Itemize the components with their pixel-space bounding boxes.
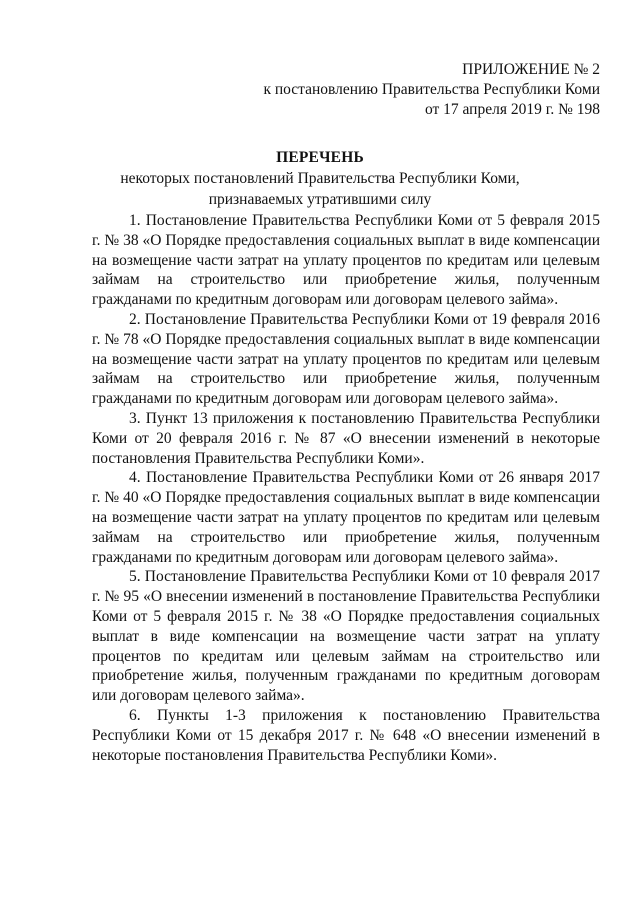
appendix-header (263, 60, 600, 120)
list-item: 1. Постановление Правительства Республики Коми от 5 февраля 2015 г. № 38 «О Порядке предоставления социальных выплат в виде компенсации на возмещение части затрат на уплату процентов по кредитам или целевым займам на строительство или приобретение жилья, полученным гражданами по кредитным договорам или договорам целевого займа». (92, 212, 600, 309)
document-subtitle-line-1: некоторых постановлений Правительства Республики Коми, (120, 170, 520, 187)
list-item: 3. Пункт 13 приложения к постановлению Правительства Республики Коми от 20 февраля 2016 г. № 87 «О внесении изменений в некоторые постановления Правительства Республики Коми». (92, 409, 600, 467)
list-item: 2. Постановление Правительства Республики Коми от 19 февраля 2016 г. № 78 «О Порядке предоставления социальных выплат в виде компенсации на возмещение части затрат на уплату процентов по кредитам или целевым займам на строительство или приобретение жилья, полученным гражданами по кредитным договорам или договорам целевого займа». (92, 310, 600, 408)
document-body (92, 211, 600, 765)
list-item: 6. Пункты 1-3 приложения к постановлению Правительства Республики Коми от 15 декабря 2017 г. № 648 «О внесении изменений в некоторые постановления Правительства Республики Коми». (92, 706, 600, 764)
document-title: ПЕРЕЧЕНЬ (276, 149, 364, 166)
list-item: 5. Постановление Правительства Республики Коми от 10 февраля 2017 г. № 95 «О внесении изменений в постановление Правительства Республики Коми от 5 февраля 2015 г. № 38 «О Порядке предоставления социальных выплат в виде компенсации на возмещение части затрат на уплату процентов по кредитам или целевым займам на строительство или приобретение жилья, полученным гражданами по кредитным договорам или договорам целевого займа». (92, 568, 600, 705)
document-heading (0, 147, 640, 210)
document-subtitle-line-2: признаваемых утратившими силу (208, 191, 432, 208)
appendix-number: ПРИЛОЖЕНИЕ № 2 (462, 61, 600, 78)
list-item: 4. Постановление Правительства Республики Коми от 26 января 2017 г. № 40 «О Порядке предоставления социальных выплат в виде компенсации на возмещение части затрат на уплату процентов по кредитам или целевым займам на строительство или приобретение жилья, полученным гражданами по кредитным договорам или договорам целевого займа». (92, 469, 600, 566)
appendix-reference: к постановлению Правительства Республики Коми (263, 81, 600, 98)
appendix-date: от 17 апреля 2019 г. № 198 (424, 101, 600, 118)
